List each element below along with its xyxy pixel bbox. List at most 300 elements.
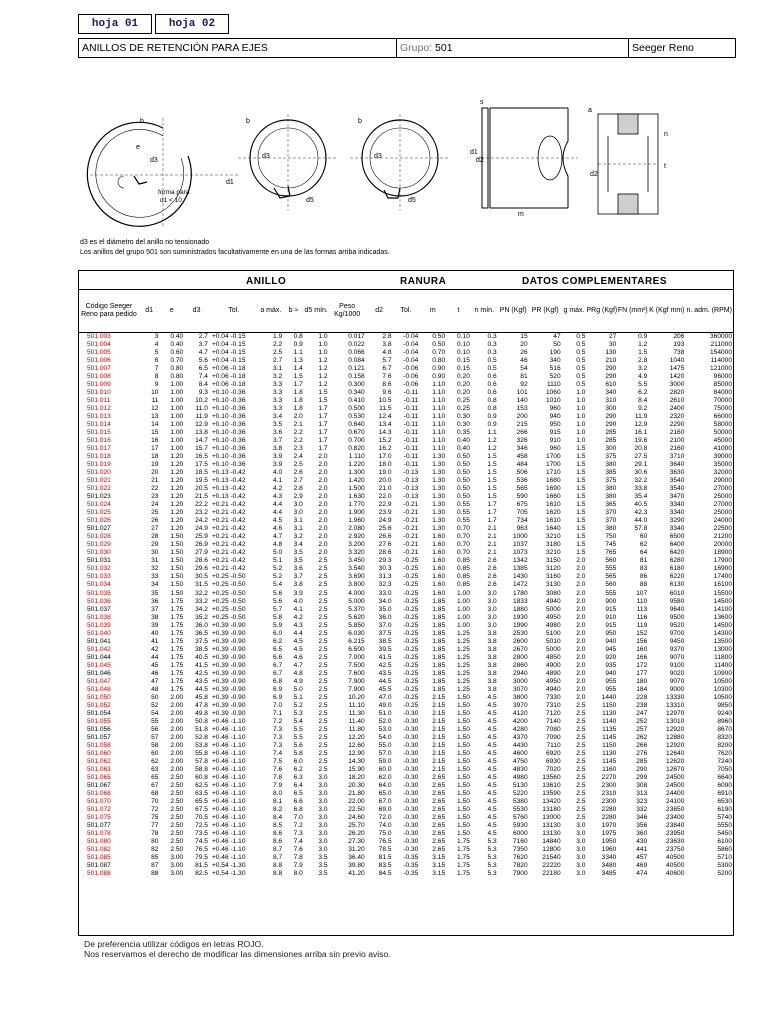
table-cell: 3.9 — [293, 589, 303, 597]
table-cell: 1.60 — [432, 581, 446, 589]
table-cell: 1440 — [601, 693, 617, 701]
table-cell: 43.5 — [378, 669, 392, 677]
table-cell: 50 — [151, 693, 159, 701]
table-cell: 2820 — [669, 389, 685, 397]
table-cell: 6130 — [669, 581, 685, 589]
table-cell: 1880 — [512, 605, 528, 613]
table-cell: 3.8 — [382, 341, 392, 349]
table-cell: 16.1 — [634, 429, 648, 437]
table-cell: 9450 — [669, 637, 685, 645]
table-cell: 4120 — [512, 709, 528, 717]
table-cell: 5.9 — [273, 621, 283, 629]
table-cell: -0.30 — [403, 773, 419, 781]
table-cell: 2.5 — [318, 741, 328, 749]
table-cell: 96000 — [713, 373, 732, 381]
part-code: 501.046 — [87, 669, 111, 677]
table-cell: -0.25 — [403, 613, 419, 621]
table-cell: 23840 — [666, 821, 685, 829]
table-cell: 4.8 — [273, 541, 283, 549]
column-header: b ≈ — [283, 290, 304, 333]
table-cell: 29 — [151, 541, 159, 549]
table-cell: 5 — [154, 349, 159, 357]
table-cell: 458 — [516, 453, 528, 461]
table-cell: 25000 — [713, 493, 732, 501]
table-cell: +0.10 -0.36 — [211, 461, 246, 469]
table-cell: 3800 — [512, 693, 528, 701]
table-cell: 6.9 — [273, 685, 283, 693]
table-cell: 88 — [639, 581, 648, 589]
part-code: 501.011 — [87, 397, 111, 405]
table-cell: 10900 — [713, 669, 732, 677]
table-cell: 20.0 — [378, 477, 392, 485]
table-cell: 24 — [151, 501, 159, 509]
table-cell: 0.530 — [348, 413, 365, 421]
table-cell: +0.46 -1.10 — [211, 805, 246, 813]
table-cell: 3.8 — [487, 645, 497, 653]
table-cell: 7.6 — [382, 373, 392, 381]
table-cell: 0.700 — [348, 437, 365, 445]
table-cell: 12920 — [666, 741, 685, 749]
table-cell: 20 — [520, 341, 528, 349]
table-cell: -0.04 — [403, 357, 419, 365]
table-cell: 2.5 — [576, 741, 586, 749]
table-cell: 15.7 — [195, 445, 208, 453]
table-cell: 290 — [605, 373, 617, 381]
table-cell: 1073 — [512, 549, 528, 557]
column-header: e — [159, 290, 184, 333]
table-cell: 1.50 — [457, 789, 470, 797]
table-cell: 107 — [636, 589, 648, 597]
label-d5-3: d5 — [408, 197, 416, 204]
table-cell: 172 — [636, 661, 648, 669]
table-cell: 5.1 — [273, 557, 283, 565]
label-m: m — [518, 211, 524, 218]
table-cell: 14840 — [542, 837, 561, 845]
table-cell: 72 — [151, 805, 159, 813]
table-cell: 8.7 — [273, 846, 283, 853]
table-cell: 42.5 — [195, 669, 208, 677]
table-cell: 8200 — [717, 741, 732, 749]
table-cell: 2.2 — [273, 341, 283, 349]
table-cell: 469 — [636, 862, 648, 870]
table-cell: 3.8 — [487, 629, 497, 637]
table-cell: 380 — [605, 485, 617, 493]
table-cell: 5000 — [545, 605, 561, 613]
table-cell: 10 — [151, 389, 159, 397]
table-cell: 13590 — [542, 789, 561, 797]
table-cell: 13.4 — [378, 421, 392, 429]
table-cell: 34 — [151, 581, 159, 589]
table-cell: 4600 — [512, 749, 528, 757]
table-cell: 2.50 — [170, 813, 184, 821]
table-cell: 2.15 — [432, 741, 446, 749]
part-code: 501.025 — [87, 509, 111, 517]
table-cell: 1.00 — [170, 413, 184, 421]
table-cell: 52.0 — [378, 717, 392, 725]
table-cell: 0.3 — [487, 333, 497, 340]
table-cell: 1.220 — [348, 461, 365, 469]
table-cell: 47.8 — [195, 701, 208, 709]
table-cell: 2.50 — [170, 773, 184, 781]
table-cell: +0.46 -1.10 — [211, 749, 246, 757]
table-cell: 14500 — [713, 621, 732, 629]
table-cell: 4.5 — [487, 717, 497, 725]
table-cell: 2.50 — [170, 821, 184, 829]
table-cell: 4.3 — [293, 621, 303, 629]
table-cell: 1.5 — [576, 517, 586, 525]
table-row — [79, 806, 733, 814]
table-cell: 2.5 — [318, 557, 328, 565]
table-row — [79, 437, 733, 445]
table-cell: 285 — [605, 437, 617, 445]
table-cell: 2.0 — [576, 669, 586, 677]
table-cell: 19.5 — [195, 477, 208, 485]
table-cell: 2.5 — [293, 461, 303, 469]
table-cell: 0.55 — [457, 509, 470, 517]
table-cell: 101 — [516, 389, 528, 397]
label-d3-2: d3 — [262, 153, 270, 160]
table-cell: -0.25 — [403, 621, 419, 629]
table-cell: 5.6 — [273, 597, 283, 605]
table-cell: 38.5 — [195, 645, 208, 653]
table-cell: +0.46 -1.10 — [211, 789, 246, 797]
table-cell: 1.0 — [576, 405, 586, 413]
table-cell: 6420 — [669, 549, 685, 557]
table-cell: 370 — [605, 517, 617, 525]
table-cell: 26 — [151, 517, 159, 525]
table-cell: 1.5 — [576, 477, 586, 485]
table-cell: -0.04 — [403, 349, 419, 357]
table-cell: 228 — [636, 693, 648, 701]
table-cell: 0.3 — [487, 349, 497, 357]
table-cell: 4.6 — [293, 653, 303, 661]
table-cell: 1.75 — [170, 621, 184, 629]
table-cell: 22500 — [713, 525, 732, 533]
note-d3: d3 es el diámetro del anillo no tensionado — [80, 239, 210, 246]
table-cell: 4.5 — [487, 813, 497, 821]
table-cell: 1.30 — [432, 509, 446, 517]
table-cell: 156 — [636, 637, 648, 645]
table-cell: 1000 — [512, 533, 528, 541]
table-cell: 1.5 — [576, 461, 586, 469]
table-cell: 1150 — [602, 701, 617, 709]
table-cell: 7.4 — [273, 749, 283, 757]
table-cell: 1990 — [512, 621, 528, 629]
column-header: d5 mín. — [304, 290, 329, 333]
table-cell: 16.5 — [195, 453, 208, 461]
table-cell: 215 — [516, 421, 528, 429]
table-cell: 9700 — [669, 629, 685, 637]
table-cell: +0.54 -1.30 — [211, 862, 246, 870]
table-cell: 1.75 — [170, 629, 184, 637]
table-cell: 5.370 — [348, 605, 365, 613]
table-cell: 37.0 — [378, 621, 392, 629]
table-cell: 2.50 — [170, 781, 184, 789]
table-cell: 3.450 — [348, 557, 365, 565]
part-code: 501.014 — [87, 421, 111, 429]
table-cell: 4.9 — [293, 677, 303, 685]
table-cell: 5930 — [512, 821, 528, 829]
column-header: PR (Kgf) — [529, 290, 562, 333]
table-cell: 0.8 — [487, 397, 497, 405]
table-row — [79, 622, 733, 630]
table-cell: 257 — [636, 725, 648, 733]
part-code: 501.019 — [87, 461, 111, 469]
table-cell: 25000 — [713, 509, 732, 517]
table-cell: 20.8 — [634, 445, 648, 453]
forma-label-2: d1 < 10 — [160, 197, 182, 204]
table-cell: 7.8 — [293, 854, 303, 862]
part-code: 501.013 — [87, 413, 111, 421]
table-cell: 17.0 — [378, 453, 392, 461]
tab-hoja-01[interactable]: hoja 01 — [78, 14, 152, 34]
table-cell: 76.5 — [378, 837, 392, 845]
table-cell: +0.10 -0.36 — [211, 429, 246, 437]
table-cell: 4280 — [512, 725, 528, 733]
table-cell: 2280 — [601, 805, 617, 813]
table-cell: 153 — [516, 405, 528, 413]
table-cell: 36.0 — [195, 621, 208, 629]
label-s: s — [480, 99, 484, 106]
table-row — [79, 718, 733, 726]
table-cell: 8.6 — [382, 381, 392, 389]
table-cell: 78 — [151, 829, 159, 837]
table-cell: 3.7 — [293, 573, 303, 581]
table-cell: 33.0 — [378, 589, 392, 597]
table-cell: 1.1 — [487, 429, 497, 437]
table-cell: 3.9 — [273, 461, 283, 469]
table-cell: 1.25 — [457, 637, 470, 645]
table-cell: 950 — [549, 421, 561, 429]
table-cell: 3.0 — [576, 821, 586, 829]
table-cell: 7310 — [545, 701, 561, 709]
part-code: 501.042 — [87, 645, 111, 653]
table-cell: 4200 — [512, 717, 528, 725]
table-cell: 0.9 — [487, 413, 497, 421]
table-cell: 1.900 — [348, 509, 365, 517]
table-cell: 2.65 — [432, 829, 446, 837]
table-cell: 2.5 — [576, 797, 586, 805]
table-cell: 555 — [605, 565, 617, 573]
table-cell: 430 — [636, 837, 648, 845]
table-cell: -0.04 — [403, 333, 419, 340]
table-cell: 4.6 — [273, 525, 283, 533]
table-cell: 3000 — [512, 677, 528, 685]
table-cell: 2310 — [601, 789, 617, 797]
table-cell: 3.4 — [273, 413, 283, 421]
table-cell: 3.1 — [273, 365, 283, 373]
table-cell: 1010 — [545, 397, 561, 405]
table-cell: 0.340 — [348, 389, 365, 397]
table-cell: 1.75 — [457, 837, 470, 845]
label-t: t — [664, 163, 666, 170]
part-code: 501.063 — [87, 765, 111, 773]
table-cell: 3.5 — [318, 862, 328, 870]
table-cell: 1.00 — [457, 605, 470, 613]
table-cell: 3.0 — [318, 813, 328, 821]
table-cell: 14 — [151, 421, 159, 429]
table-cell: 4.5 — [487, 773, 497, 781]
table-cell: 3630 — [669, 469, 685, 477]
table-cell: 23750 — [666, 846, 685, 853]
table-cell: 4.000 — [348, 589, 365, 597]
table-cell: -0.30 — [403, 813, 419, 821]
table-cell: +0.25 -0.50 — [211, 589, 246, 597]
table-cell: 1.4 — [293, 365, 303, 373]
table-cell: 262 — [636, 733, 648, 741]
table-cell: 65.0 — [378, 789, 392, 797]
table-cell: 17 — [151, 445, 159, 453]
table-cell: 13.8 — [195, 429, 208, 437]
part-code: 501.068 — [87, 789, 111, 797]
table-cell: +0.04 -0.15 — [211, 357, 246, 365]
table-cell: 1.7 — [487, 501, 497, 509]
table-cell: 5130 — [512, 781, 528, 789]
table-cell: 4.5 — [487, 749, 497, 757]
table-cell: 1.5 — [318, 397, 328, 405]
table-row — [79, 581, 733, 589]
table-cell: 1.110 — [348, 453, 365, 461]
part-code: 501.057 — [87, 733, 111, 741]
table-cell: 290 — [636, 765, 648, 773]
table-cell: +0.39 -0.90 — [211, 637, 246, 645]
table-cell: 2610 — [669, 397, 685, 405]
column-header: n. adm. (RPM) — [685, 290, 733, 333]
table-body — [79, 333, 733, 879]
table-cell: 2.3 — [293, 445, 303, 453]
footer-line-1: De preferencia utilizar códigos en letras ROJO. — [84, 939, 264, 949]
table-cell: 2.5 — [318, 749, 328, 757]
table-cell: 2.00 — [170, 709, 184, 717]
table-cell: 2.8 — [382, 333, 392, 340]
table-cell: -0.21 — [403, 533, 419, 541]
table-cell: 10500 — [713, 693, 732, 701]
table-cell: 1.00 — [170, 445, 184, 453]
part-code: 501.072 — [87, 805, 111, 813]
table-row — [79, 638, 733, 646]
table-cell: 2.5 — [318, 765, 328, 773]
table-cell: 2.15 — [432, 717, 446, 725]
table-cell: 1.75 — [170, 653, 184, 661]
part-code: 501.034 — [87, 581, 111, 589]
table-cell: 3.0 — [487, 621, 497, 629]
table-cell: +0.39 -0.90 — [211, 629, 246, 637]
table-cell: 14500 — [713, 597, 732, 605]
table-cell: 3.2 — [273, 373, 283, 381]
table-cell: 19 — [151, 461, 159, 469]
table-cell: 2.0 — [576, 565, 586, 573]
table-cell: 35000 — [713, 461, 732, 469]
table-cell: 2.50 — [170, 805, 184, 813]
table-cell: 177 — [636, 669, 648, 677]
table-cell: 54.0 — [378, 733, 392, 741]
table-cell: 4850 — [545, 653, 561, 661]
table-cell: 36 — [151, 597, 159, 605]
part-code: 501.017 — [87, 445, 111, 453]
table-cell: 2.65 — [432, 781, 446, 789]
table-cell: 0.8 — [487, 405, 497, 413]
table-cell: 2.5 — [318, 653, 328, 661]
table-cell: 70000 — [713, 397, 732, 405]
table-row — [79, 790, 733, 798]
table-cell: 4.7 — [198, 349, 208, 357]
table-cell: 24000 — [713, 517, 732, 525]
label-b-3: b — [358, 118, 362, 125]
table-cell: 3.00 — [170, 862, 184, 870]
table-row — [79, 870, 733, 878]
table-cell: 555 — [605, 589, 617, 597]
table-cell: 2.50 — [170, 829, 184, 837]
table-cell: 0.50 — [457, 453, 470, 461]
table-cell: 4.5 — [487, 789, 497, 797]
table-cell: 6930 — [545, 757, 561, 765]
table-cell: 0.50 — [457, 485, 470, 493]
table-cell: 0.15 — [457, 357, 470, 365]
table-cell: 4.5 — [487, 765, 497, 773]
table-cell: 3.0 — [318, 789, 328, 797]
table-cell: -0.30 — [403, 733, 419, 741]
table-cell: 6010 — [669, 589, 685, 597]
table-cell: 6.215 — [348, 637, 365, 645]
table-cell: 536 — [516, 477, 528, 485]
table-cell: 87 — [151, 862, 159, 870]
column-header: t — [446, 290, 471, 333]
table-cell: 41.20 — [348, 870, 365, 878]
table-cell: 26.6 — [378, 533, 392, 541]
table-row — [79, 453, 733, 461]
table-row — [79, 838, 733, 846]
table-cell: 1.2 — [318, 357, 328, 365]
table-cell: +0.21 -0.42 — [211, 533, 246, 541]
table-cell: 2.5 — [318, 669, 328, 677]
table-cell: 4.5 — [487, 709, 497, 717]
table-cell: 13130 — [542, 821, 561, 829]
table-cell: 2.0 — [576, 677, 586, 685]
table-cell: 77 — [151, 821, 159, 829]
table-cell: 3.15 — [432, 854, 446, 862]
table-cell: 14100 — [713, 605, 732, 613]
table-cell: 70 — [151, 797, 159, 805]
tab-hoja-02[interactable]: hoja 02 — [155, 14, 229, 34]
table-cell: 0.60 — [170, 349, 184, 357]
table-cell: 2.6 — [487, 581, 497, 589]
table-cell: 3.800 — [348, 581, 365, 589]
table-cell: 26.9 — [195, 541, 208, 549]
table-cell: 4.1 — [293, 605, 303, 613]
table-cell: 57.8 — [195, 757, 208, 765]
table-row — [79, 493, 733, 501]
table-cell: 37 — [151, 605, 159, 613]
table-cell: 29000 — [713, 477, 732, 485]
table-cell: +0.06 -0.18 — [211, 373, 246, 381]
part-code: 501.005 — [87, 349, 111, 357]
table-cell: 3.6 — [293, 565, 303, 573]
table-cell: 7020 — [545, 765, 561, 773]
table-row — [79, 421, 733, 429]
table-cell: 55 — [151, 717, 159, 725]
table-cell: 7.9 — [273, 781, 283, 789]
table-cell: 65 — [151, 773, 159, 781]
table-cell: 960 — [549, 445, 561, 453]
table-cell: -0.13 — [403, 477, 419, 485]
table-cell: 1.500 — [348, 485, 365, 493]
table-cell: 1.30 — [432, 517, 446, 525]
table-cell: 0.85 — [457, 573, 470, 581]
table-row — [79, 726, 733, 734]
table-cell: 963 — [516, 525, 528, 533]
table-cell: 82.5 — [195, 870, 208, 878]
table-cell: 3.3 — [273, 381, 283, 389]
